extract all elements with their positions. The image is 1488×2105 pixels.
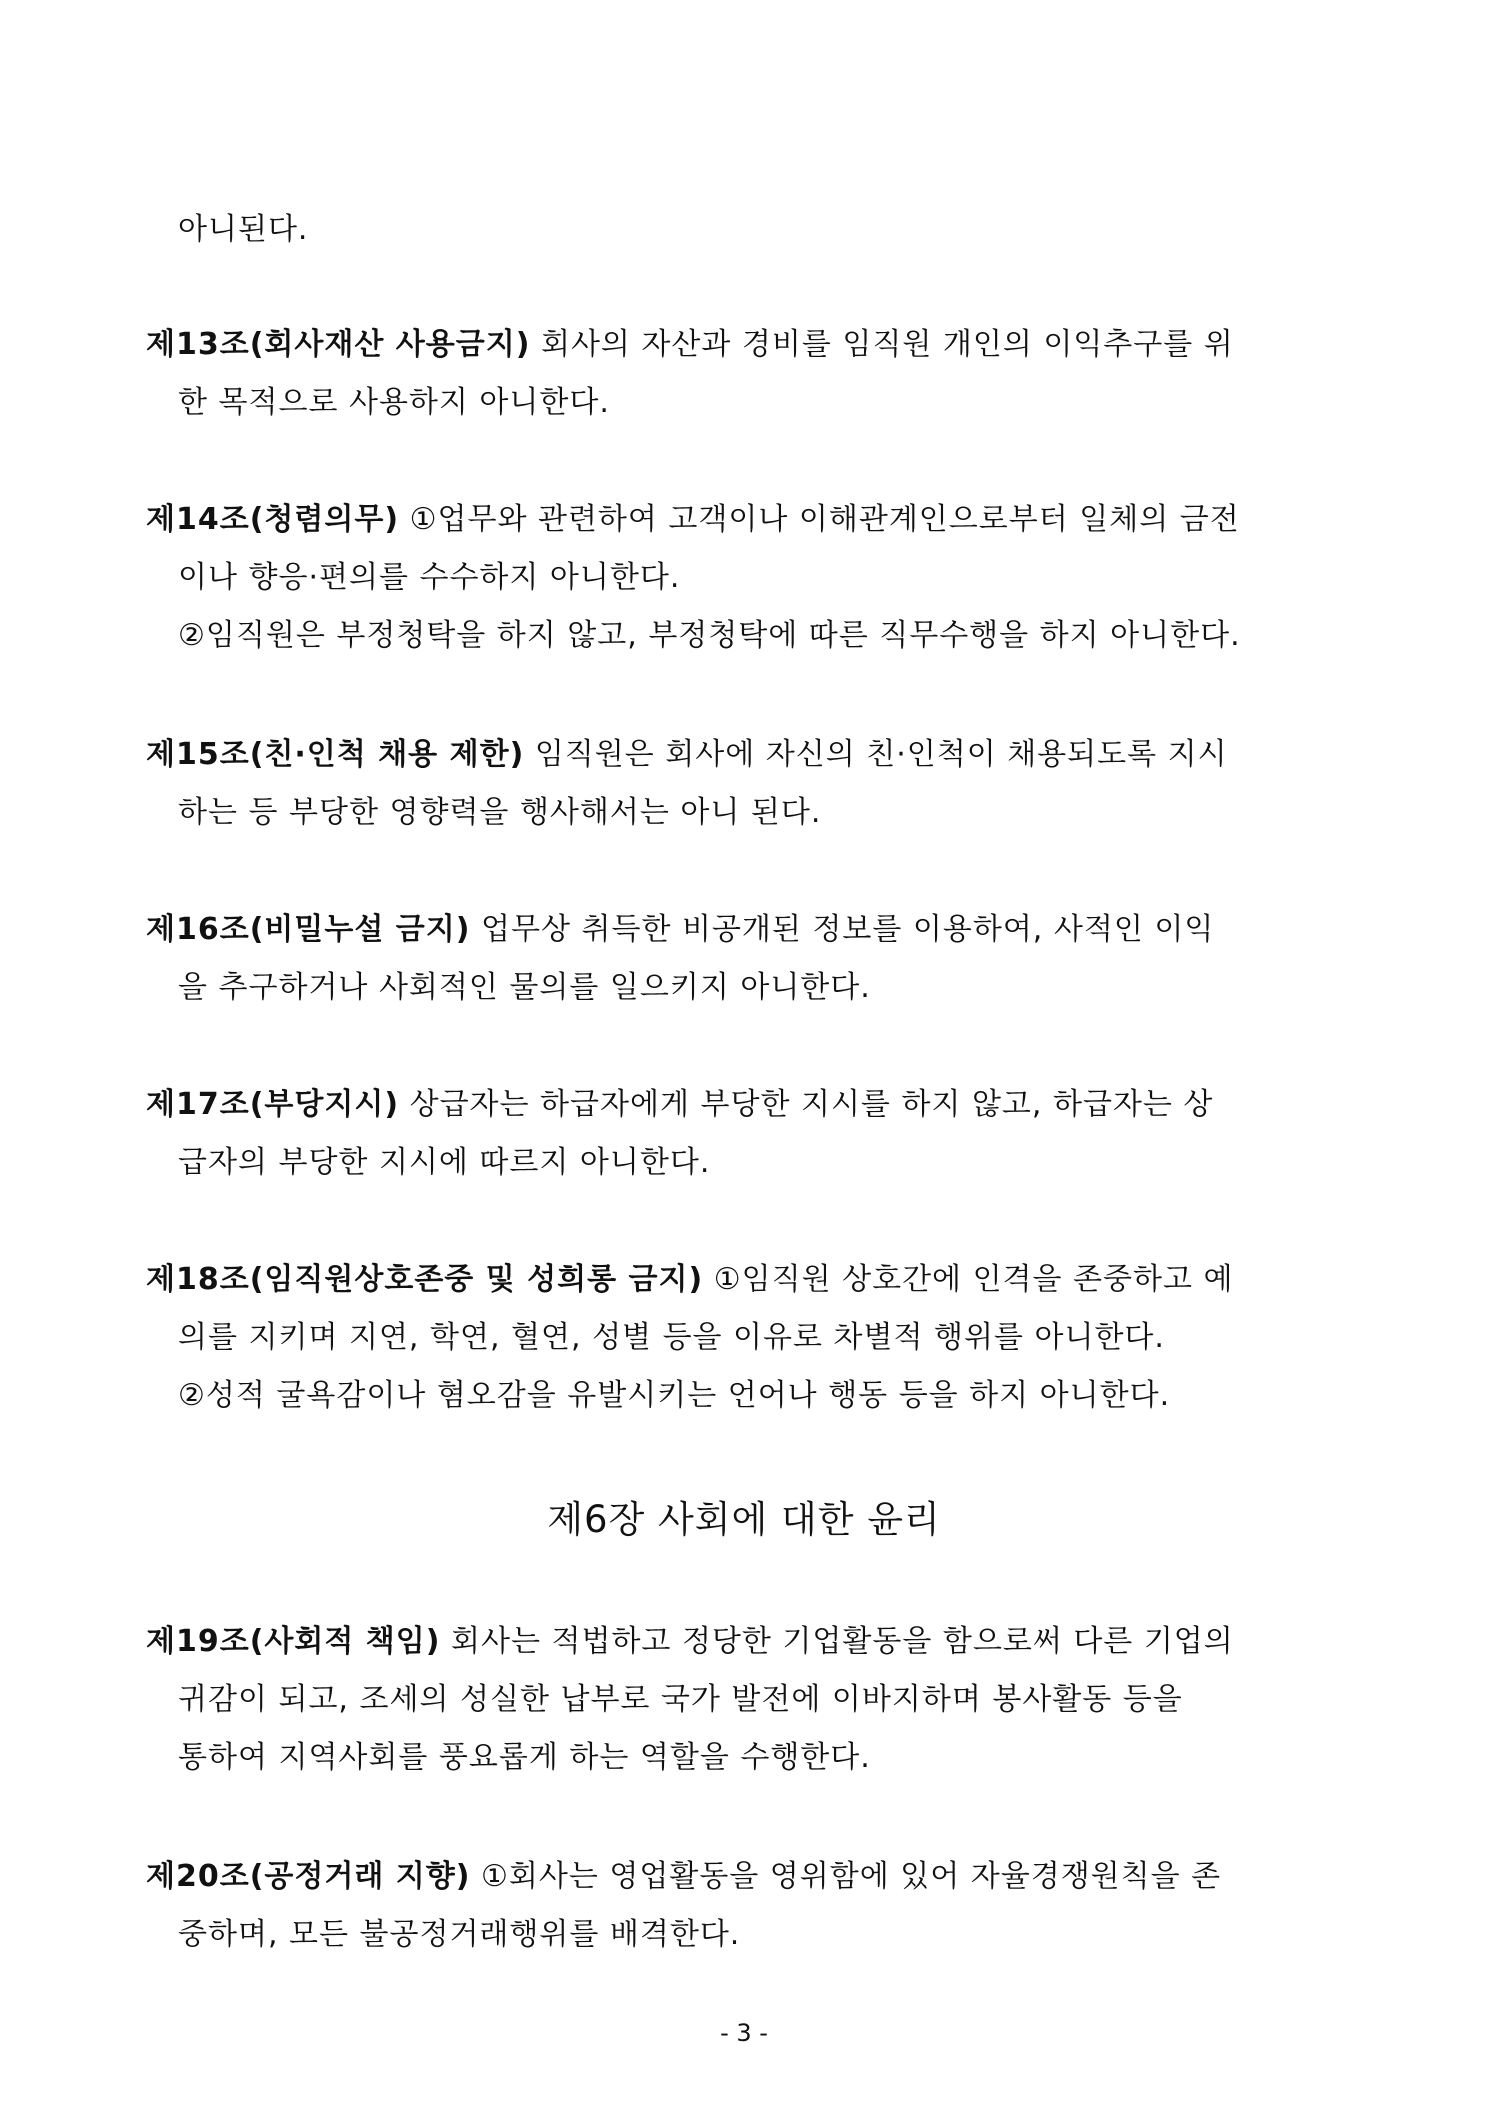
article-20-line-2: 중하며, 모든 불공정거래행위를 배격한다. [178, 1917, 741, 1952]
article-19-line-2: 귀감이 되고, 조세의 성실한 납부로 국가 발전에 이바지하며 봉사활동 등을 [178, 1682, 1183, 1717]
article-14-line-2: 이나 향응·편의를 수수하지 아니한다. [178, 560, 681, 595]
article-16-line-2: 을 추구하거나 사회적인 물의를 일으키지 아니한다. [178, 970, 871, 1005]
article-16-heading: 제16조(비밀누설 금지) [146, 912, 471, 947]
article-20-line-1 [146, 1857, 1346, 1897]
article-14-line-1 [146, 500, 1346, 540]
article-17-line-2: 급자의 부당한 지시에 따르지 아니한다. [178, 1145, 711, 1180]
article-18-line-1 [146, 1260, 1346, 1300]
article-14-text-1: ①업무와 관련하여 고객이나 이해관계인으로부터 일체의 금전 [399, 502, 1240, 537]
article-14-line-3: ②임직원은 부정청탁을 하지 않고, 부정청탁에 따른 직무수행을 하지 아니한다. [178, 618, 1241, 653]
article-19-line-1 [146, 1622, 1346, 1662]
article-13-text-1: 회사의 자산과 경비를 임직원 개인의 이익추구를 위 [530, 327, 1234, 362]
article-17-heading: 제17조(부당지시) [146, 1087, 400, 1122]
article-13-line-1 [146, 325, 1346, 365]
article-20-text-1: ①회사는 영업활동을 영위함에 있어 자율경쟁원칙을 존 [470, 1859, 1222, 1894]
article-13-heading: 제13조(회사재산 사용금지) [146, 327, 531, 362]
article-16-text-1: 업무상 취득한 비공개된 정보를 이용하여, 사적인 이익 [470, 912, 1215, 947]
article-15-text-1: 임직원은 회사에 자신의 친·인척이 채용되도록 지시 [524, 737, 1228, 772]
article-15-line-1 [146, 735, 1346, 775]
article-18-line-2: 의를 지키며 지연, 학연, 혈연, 성별 등을 이유로 차별적 행위를 아니한다. [178, 1320, 1165, 1355]
page-number: - 3 - [720, 2019, 768, 2047]
article-19-text-1: 회사는 적법하고 정당한 기업활동을 함으로써 다른 기업의 [440, 1624, 1234, 1659]
article-14-heading: 제14조(청렴의무) [146, 502, 400, 537]
article-18-text-1: ①임직원 상호간에 인격을 존중하고 예 [703, 1262, 1234, 1297]
article-17-text-1: 상급자는 하급자에게 부당한 지시를 하지 않고, 하급자는 상 [399, 1087, 1214, 1122]
article-18-heading: 제18조(임직원상호존중 및 성희롱 금지) [146, 1262, 704, 1297]
article-17-line-1 [146, 1085, 1346, 1125]
article-20-heading: 제20조(공정거래 지향) [146, 1859, 471, 1894]
chapter-title: 제6장 사회에 대한 윤리 [547, 1498, 941, 1541]
article-19-heading: 제19조(사회적 책임) [146, 1624, 441, 1659]
article-15-heading: 제15조(친·인척 채용 제한) [146, 737, 525, 772]
article-16-line-1 [146, 910, 1346, 950]
article-19-line-3: 통하여 지역사회를 풍요롭게 하는 역할을 수행한다. [178, 1740, 871, 1775]
article-18-line-3: ②성적 굴욕감이나 혐오감을 유발시키는 언어나 행동 등을 하지 아니한다. [178, 1378, 1171, 1413]
continuation-text: 아니된다. [178, 212, 309, 247]
article-13-line-2: 한 목적으로 사용하지 아니한다. [178, 385, 610, 420]
article-15-line-2: 하는 등 부당한 영향력을 행사해서는 아니 된다. [178, 795, 822, 830]
